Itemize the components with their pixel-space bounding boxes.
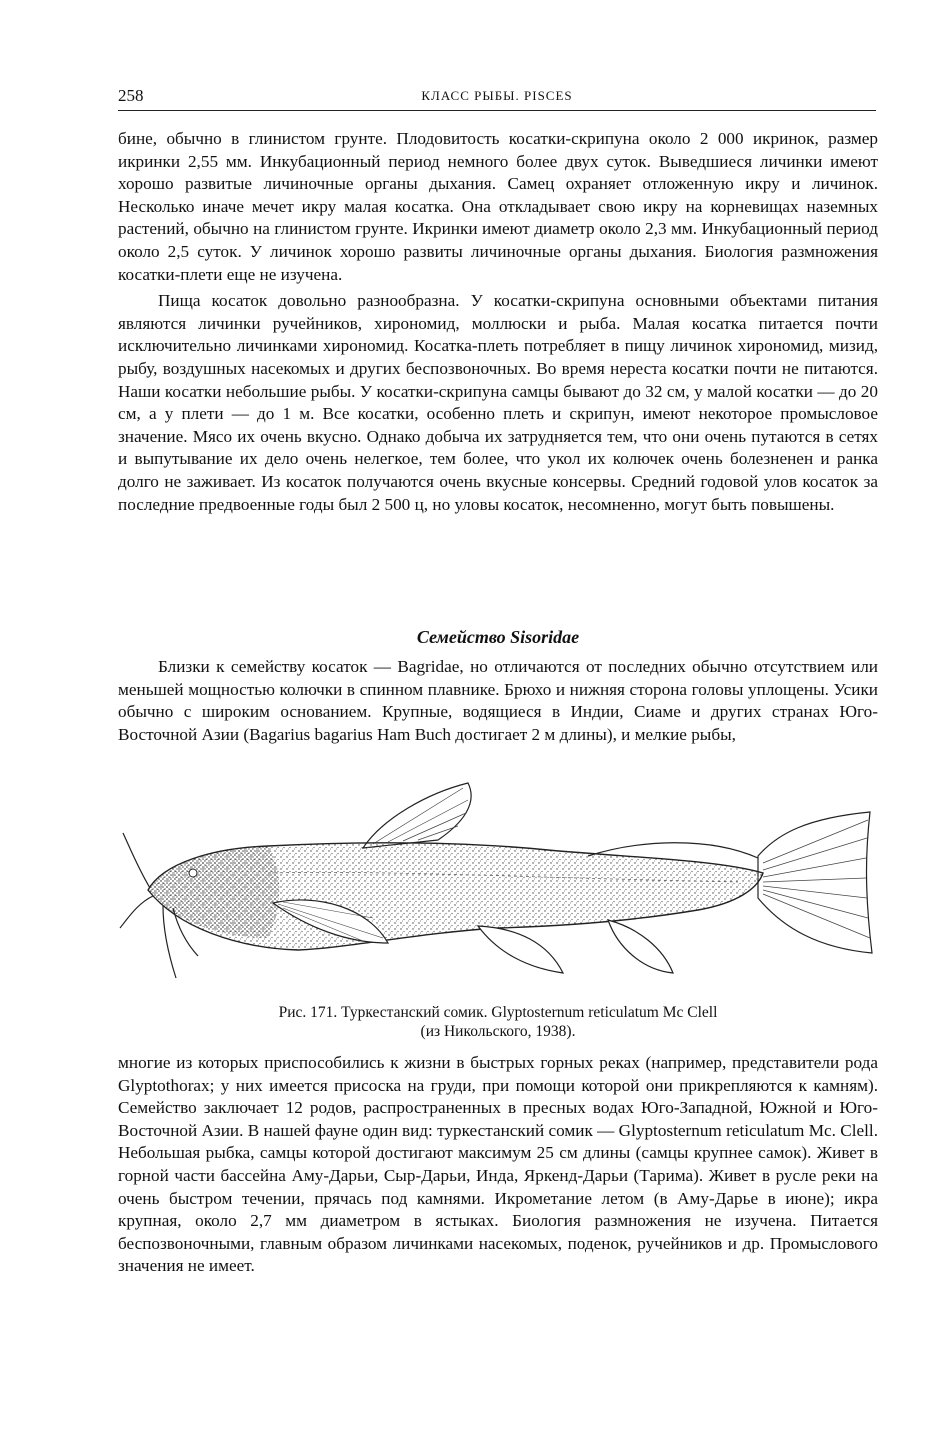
text-block-bottom: [118, 1052, 878, 1278]
figure-caption: [118, 1003, 878, 1041]
text-block-top: [118, 128, 878, 516]
page-header: [118, 84, 876, 111]
paragraph-3: Близки к семейству косаток — Bagridae, но отличаются от последних обычно отсутствием или меньшей мощностью колючки в спинном плавнике. Брюхо и нижняя сторона головы уплощены. Усики обычно с широким основанием. Крупные, водящиеся в Индии, Сиаме и других странах Юго-Восточной Азии (Bagarius bagarius Ham Buch достигает 2 м длины), и мелкие рыбы,: [118, 657, 878, 744]
eye: [189, 869, 197, 877]
catfish-illustration: [118, 778, 878, 1000]
caption-line-1: Рис. 171. Туркестанский сомик. Glyptosternum reticulatum Mc Clell: [278, 1004, 718, 1021]
paragraph-2: Пища косаток довольно разнообразна. У косатки-скрипуна основными объектами питания являются личинки ручейников, хирономид, моллюски и рыба. Малая косатка питается почти исключительно личинками хирономид. Косатка-плеть потребляет в пищу личинок хирономид, мизид, рыбу, воздушных насекомых и других беспозвоночных. Во время нереста косатки почти не питаются. Наши косатки небольшие рыбы. У косатки-скрипуна самцы бывают до 32 см, у малой косатки — до 20 см, а у плети — до 1 м. Все косатки, особенно плеть и скрипун, имеют некоторое промысловое значение. Мясо их очень вкусно. Однако добыча их затрудняется тем, что они очень путаются в сетях и выпутывание их дело очень нелегкое, тем более, что укол их колючек очень болезненен и ранка долго не заживает. Из косаток получаются очень вкусные консервы. Средний годовой улов косаток за последние предвоенные годы был 2 500 ц, но уловы косаток, несомненно, могут быть повышены.: [118, 291, 878, 514]
page-number: 258: [118, 86, 144, 105]
running-title: КЛАСС РЫБЫ. PISCES: [421, 88, 573, 103]
anal-fin: [608, 920, 673, 973]
text-block-middle: [118, 656, 878, 746]
caption-line-2: (из Никольского, 1938).: [420, 1023, 576, 1040]
figure-catfish: [118, 778, 878, 1000]
paragraph-1: бине, обычно в глинистом грунте. Плодовитость косатки-скрипуна около 2 000 икринок, размер икринки 2,55 мм. Инкубационный период немного более двух суток. Выведшиеся личинки имеют хорошо развитые личиночные органы дыхания. Самец охраняет отложенную икру и личинок. Несколько иначе мечет икру малая косатка. Она откладывает свою икру на корневищах наземных растений, обычно на глинистом грунте. Икринки имеют диаметр около 2,3 мм. Инкубационный период около 2,5 суток. У личинок хорошо развиты личиночные органы дыхания. Биология размножения косатки-плети еще не изучена.: [118, 129, 878, 284]
pelvic-fin: [478, 926, 563, 973]
paragraph-4: многие из которых приспособились к жизни в быстрых горных реках (например, представители рода Glyptothorax; у них имеется присоска на груди, при помощи которой они прикрепляются к камням). Семейство заключает 12 родов, распространенных в пресных водах Юго-Западной, Южной и Юго-Восточной Азии. В нашей фауне один вид: туркестанский сомик — Glyptosternum reticulatum Mc. Clell. Небольшая рыбка, самцы которой достигают максимум 25 см длины (самцы крупнее самок). Живет в горной части бассейна Аму-Дарьи, Сыр-Дарьи, Инда, Яркенд-Дарьи (Тарима). Живет в русле реки на очень быстром течении, прячась под камнями. Икрометание летом (в Аму-Дарье в июне); икра крупная, около 2,7 мм диаметром в ястыках. Биология размножения не изучена. Питается беспозвоночными, главным образом личинками насекомых, поденок, ручейников и др. Промыслового значения не имеет.: [118, 1053, 878, 1276]
section-heading: Семейство Sisoridae: [416, 627, 580, 647]
